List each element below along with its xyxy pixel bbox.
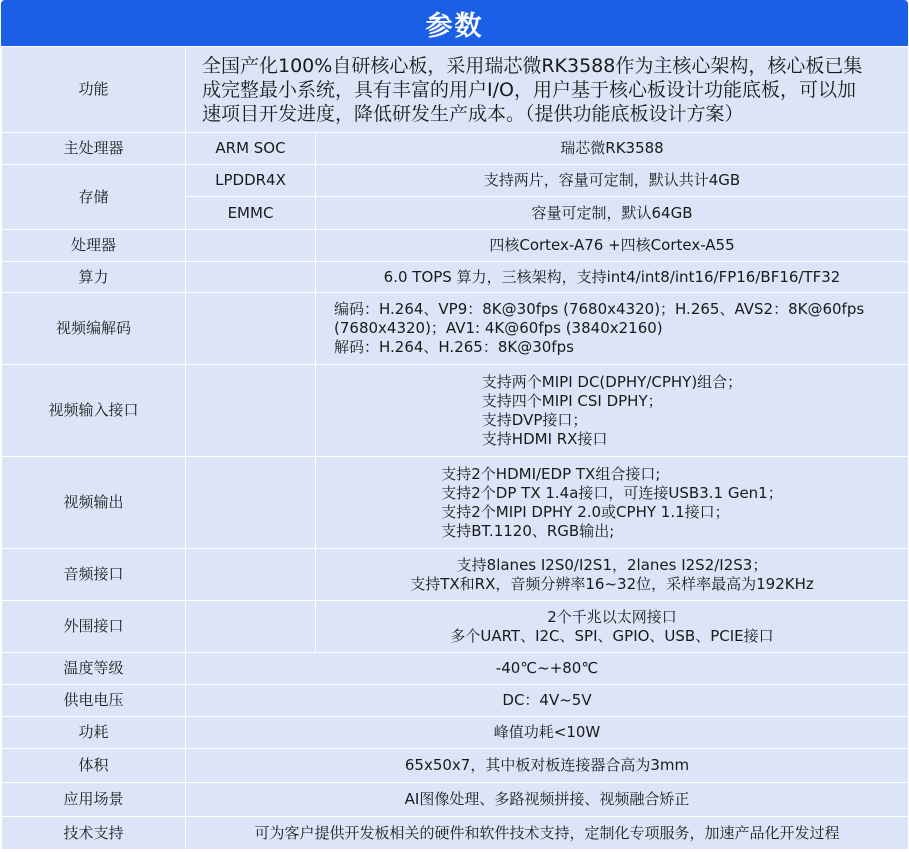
row-video-output — [2, 457, 909, 549]
row-main-processor — [2, 133, 909, 165]
row-codec — [2, 293, 909, 365]
row-label: 技术支持 — [2, 817, 186, 850]
spec-table — [1, 46, 909, 850]
row-value: 容量可定制，默认64GB — [316, 197, 909, 230]
row-support — [2, 817, 909, 850]
page-title: 参数 — [1, 0, 908, 46]
row-processor — [2, 230, 909, 262]
row-value: -40℃~+80℃ — [186, 653, 909, 685]
row-label: 处理器 — [2, 230, 186, 262]
row-label: 外围接口 — [2, 601, 186, 653]
row-value: 支持8lanes I2S0/I2S1，2lanes I2S2/I2S3； 支持TX和RX，音频分辨率16~32位，采样率最高为192KHz — [316, 549, 909, 601]
row-application — [2, 783, 909, 817]
row-peripheral — [2, 601, 909, 653]
row-video-input — [2, 365, 909, 457]
row-value: 峰值功耗<10W — [186, 717, 909, 749]
row-label: 功能 — [2, 47, 186, 133]
row-temperature — [2, 653, 909, 685]
row-value: 支持两片，容量可定制，默认共计4GB — [316, 165, 909, 197]
row-label: 视频编解码 — [2, 293, 186, 365]
row-compute — [2, 262, 909, 293]
row-label: 应用场景 — [2, 783, 186, 817]
function-description: 全国产化100%自研核心板，采用瑞芯微RK3588作为主核心架构，核心板已集 成完整最小系统，具有丰富的用户I/O，用户基于核心板设计功能底板，可以加 速项目开发进度，降低研发生产成本。（提供功能底板设计方案） — [186, 47, 909, 133]
row-sublabel-empty — [186, 457, 316, 549]
row-label: 视频输出 — [2, 457, 186, 549]
row-sublabel: LPDDR4X — [186, 165, 316, 197]
row-sublabel-empty — [186, 230, 316, 262]
row-sublabel-empty — [186, 293, 316, 365]
row-label: 功耗 — [2, 717, 186, 749]
row-sublabel-empty — [186, 262, 316, 293]
row-label: 温度等级 — [2, 653, 186, 685]
row-label: 供电电压 — [2, 685, 186, 717]
row-sublabel: EMMC — [186, 197, 316, 230]
row-power-supply — [2, 685, 909, 717]
spec-sheet — [1, 0, 908, 850]
row-label: 存储 — [2, 165, 186, 230]
row-value: 瑞芯微RK3588 — [316, 133, 909, 165]
row-audio — [2, 549, 909, 601]
row-label: 主处理器 — [2, 133, 186, 165]
row-label: 体积 — [2, 749, 186, 783]
row-value: 2个千兆以太网接口 多个UART、I2C、SPI、GPIO、USB、PCIE接口 — [316, 601, 909, 653]
row-label: 音频接口 — [2, 549, 186, 601]
row-label: 算力 — [2, 262, 186, 293]
row-value: 四核Cortex-A76 +四核Cortex-A55 — [316, 230, 909, 262]
row-sublabel: ARM SOC — [186, 133, 316, 165]
row-size — [2, 749, 909, 783]
row-sublabel-empty — [186, 549, 316, 601]
row-value: 6.0 TOPS 算力，三核架构，支持int4/int8/int16/FP16/BF16/TF32 — [316, 262, 909, 293]
row-function — [2, 47, 909, 133]
row-value: DC：4V~5V — [186, 685, 909, 717]
row-label: 视频输入接口 — [2, 365, 186, 457]
row-value: 可为客户提供开发板相关的硬件和软件技术支持，定制化专项服务，加速产品化开发过程 — [186, 817, 909, 850]
row-storage-lpddr — [2, 165, 909, 197]
row-value: 编码：H.264、VP9：8K@30fps (7680x4320)；H.265、AVS2：8K@60fps (7680x4320)；AV1: 4K@60fps (3840x2160) 解码：H.264、H.265：8K@30fps — [316, 293, 909, 365]
row-sublabel-empty — [186, 601, 316, 653]
row-sublabel-empty — [186, 365, 316, 457]
row-value: 支持两个MIPI DC(DPHY/CPHY)组合； 支持四个MIPI CSI DPHY； 支持DVP接口； 支持HDMI RX接口 — [316, 365, 909, 457]
row-power-consumption — [2, 717, 909, 749]
row-value: 支持2个HDMI/EDP TX组合接口; 支持2个DP TX 1.4a接口，可连接USB3.1 Gen1； 支持2个MIPI DPHY 2.0或CPHY 1.1接口； 支持BT.1120、RGB输出; — [316, 457, 909, 549]
row-value: AI图像处理、多路视频拼接、视频融合矫正 — [186, 783, 909, 817]
row-value: 65x50x7，其中板对板连接器合高为3mm — [186, 749, 909, 783]
